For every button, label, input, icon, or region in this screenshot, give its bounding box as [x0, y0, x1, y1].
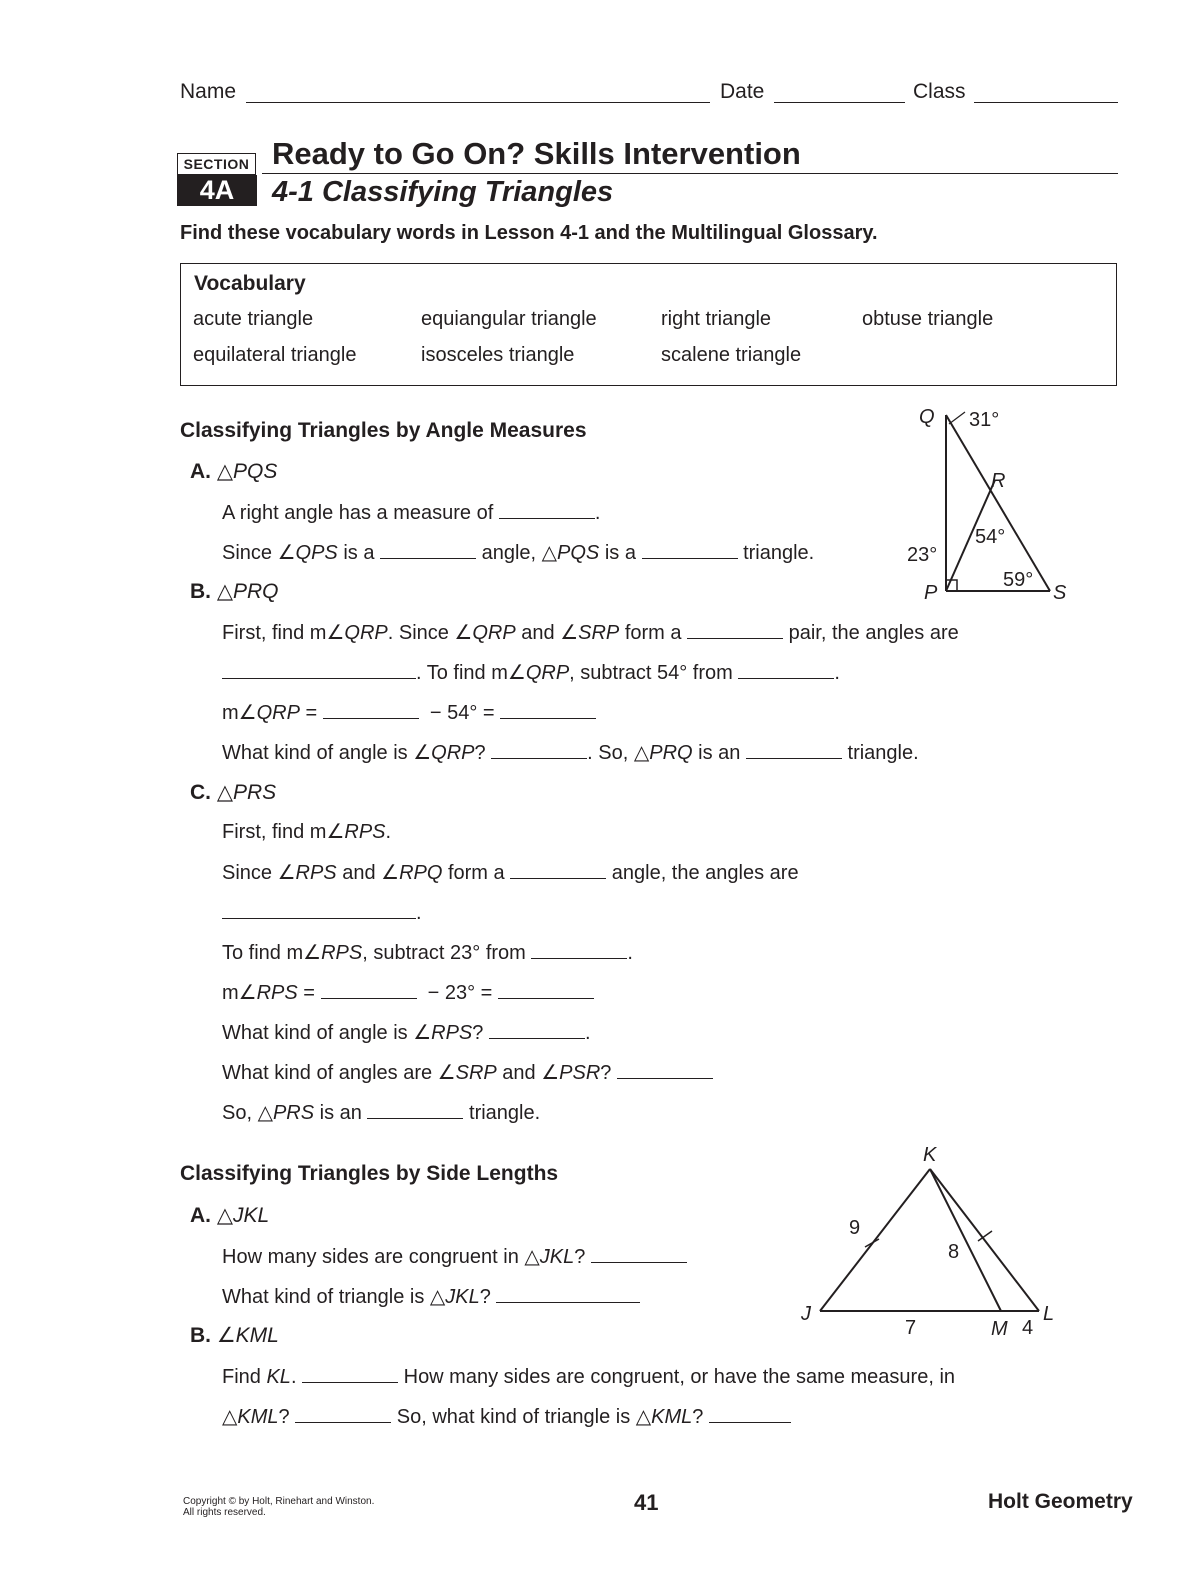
part-label: B.: [190, 580, 211, 603]
triangle-pqs-figure: [895, 395, 1085, 610]
question-line: First, find m∠RPS.: [222, 821, 392, 843]
answer-blank[interactable]: [222, 900, 416, 919]
title-divider: [262, 173, 1118, 174]
angle-label: 31°: [969, 409, 1000, 431]
answer-blank[interactable]: [323, 700, 419, 719]
lesson-subtitle: 4-1 Classifying Triangles: [272, 176, 614, 208]
question-line: How many sides are congruent in △JKL?: [222, 1244, 687, 1269]
name-label: Name: [180, 80, 237, 103]
name-field[interactable]: [246, 102, 710, 103]
segment-qs: [946, 415, 1050, 591]
vocab-word: right triangle: [661, 308, 772, 330]
answer-blank[interactable]: [687, 620, 783, 639]
segment-jk: [820, 1169, 930, 1311]
question-line: So, △PRS is an triangle.: [222, 1102, 541, 1124]
answer-blank[interactable]: [709, 1404, 791, 1423]
answer-blank[interactable]: [367, 1100, 463, 1119]
question-line: What kind of angles are ∠SRP and ∠PSR?: [222, 1060, 713, 1085]
question-line: Find KL. How many sides are congruent, or have the same measure, in: [222, 1366, 956, 1388]
question-line: Since ∠QPS is a angle, △PQS is a triangle.: [222, 542, 815, 564]
part-label: A.: [190, 1204, 211, 1227]
part-label: B.: [190, 1324, 211, 1347]
vertex-m-label: M: [991, 1318, 1008, 1340]
question-line: △KML? So, what kind of triangle is △KML?: [222, 1404, 791, 1429]
copyright-line: All rights reserved.: [183, 1507, 266, 1518]
angle-label: 54°: [975, 526, 1006, 548]
part-label: A.: [190, 460, 211, 483]
vocab-word: scalene triangle: [661, 344, 802, 366]
answer-blank[interactable]: [499, 500, 595, 519]
answer-blank[interactable]: [222, 660, 416, 679]
class-label: Class: [913, 80, 966, 103]
angle-label: 59°: [1003, 569, 1034, 591]
answer-blank[interactable]: [591, 1244, 687, 1263]
answer-blank[interactable]: [295, 1404, 391, 1423]
class-field[interactable]: [974, 102, 1118, 103]
question-line: m∠QRP = − 54° =: [222, 700, 596, 725]
copyright: [183, 1496, 374, 1518]
part-a-label: A. △JKL: [190, 1204, 270, 1227]
answer-blank[interactable]: [531, 940, 627, 959]
congruence-tick: [865, 1239, 879, 1247]
answer-blank[interactable]: [738, 660, 834, 679]
answer-blank[interactable]: [496, 1284, 640, 1303]
section-heading-sides: Classifying Triangles by Side Lengths: [180, 1162, 559, 1185]
part-b-label: B. ∠KML: [190, 1324, 279, 1347]
question-line: . To find m∠QRP, subtract 54° from .: [222, 660, 840, 685]
segment-km: [930, 1169, 1001, 1311]
section-badge-number: 4A: [177, 175, 257, 206]
question-line: To find m∠RPS, subtract 23° from .: [222, 942, 633, 964]
copyright-line: Copyright © by Holt, Rinehart and Winston.: [183, 1496, 375, 1507]
vocab-word: obtuse triangle: [862, 308, 994, 330]
length-label: 9: [849, 1217, 861, 1239]
vocab-word: equiangular triangle: [421, 308, 597, 330]
length-label: 4: [1022, 1317, 1034, 1339]
part-label: C.: [190, 781, 211, 804]
page-title: Ready to Go On? Skills Intervention: [272, 136, 801, 171]
segment-kl: [930, 1169, 1039, 1311]
answer-blank[interactable]: [380, 540, 476, 559]
vocab-word: equilateral triangle: [193, 344, 357, 366]
length-label: 7: [905, 1317, 917, 1339]
instructions: Find these vocabulary words in Lesson 4-1 and the Multilingual Glossary.: [180, 222, 878, 244]
answer-blank[interactable]: [510, 860, 606, 879]
section-badge-label: SECTION: [177, 153, 256, 175]
question-line: A right angle has a measure of .: [222, 502, 601, 524]
answer-blank[interactable]: [302, 1364, 398, 1383]
angle-label: 23°: [907, 544, 938, 566]
question-line: What kind of angle is ∠QRP? . So, △PRQ is an triangle.: [222, 742, 919, 764]
length-label: 8: [948, 1241, 960, 1263]
answer-blank[interactable]: [617, 1060, 713, 1079]
question-line: .: [222, 900, 422, 925]
answer-blank[interactable]: [642, 540, 738, 559]
header-fields: [180, 80, 1120, 110]
date-field[interactable]: [774, 102, 905, 103]
vocabulary-title: Vocabulary: [194, 272, 306, 295]
section-heading-angles: Classifying Triangles by Angle Measures: [180, 419, 587, 442]
vocab-word: acute triangle: [193, 308, 314, 330]
vertex-s-label: S: [1053, 582, 1067, 604]
date-label: Date: [720, 80, 765, 103]
answer-blank[interactable]: [498, 980, 594, 999]
question-line: What kind of triangle is △JKL?: [222, 1284, 640, 1309]
vertex-l-label: L: [1043, 1303, 1055, 1325]
vertex-j-label: J: [801, 1303, 811, 1325]
question-line: Since ∠RPS and ∠RPQ form a angle, the angles are: [222, 862, 799, 884]
question-line: First, find m∠QRP. Since ∠QRP and ∠SRP form a pair, the angles are: [222, 622, 959, 644]
vertex-r-label: R: [991, 470, 1006, 492]
vertex-q-label: Q: [919, 406, 935, 428]
part-b-label: B. △PRQ: [190, 580, 279, 603]
answer-blank[interactable]: [746, 740, 842, 759]
answer-blank[interactable]: [489, 1020, 585, 1039]
answer-blank[interactable]: [321, 980, 417, 999]
angle-31-pointer: [949, 412, 965, 424]
part-a-label: A. △PQS: [190, 460, 278, 483]
answer-blank[interactable]: [500, 700, 596, 719]
triangle-jkl-figure: [795, 1140, 1065, 1345]
question-line: What kind of angle is ∠RPS? .: [222, 1022, 591, 1044]
question-line: m∠RPS = − 23° =: [222, 980, 594, 1005]
part-c-label: C. △PRS: [190, 781, 277, 804]
vocab-word: isosceles triangle: [421, 344, 575, 366]
vertex-k-label: K: [923, 1144, 937, 1166]
page-number: 41: [634, 1490, 659, 1515]
vertex-p-label: P: [924, 582, 938, 604]
answer-blank[interactable]: [491, 740, 587, 759]
publisher-brand: Holt Geometry: [988, 1490, 1133, 1513]
